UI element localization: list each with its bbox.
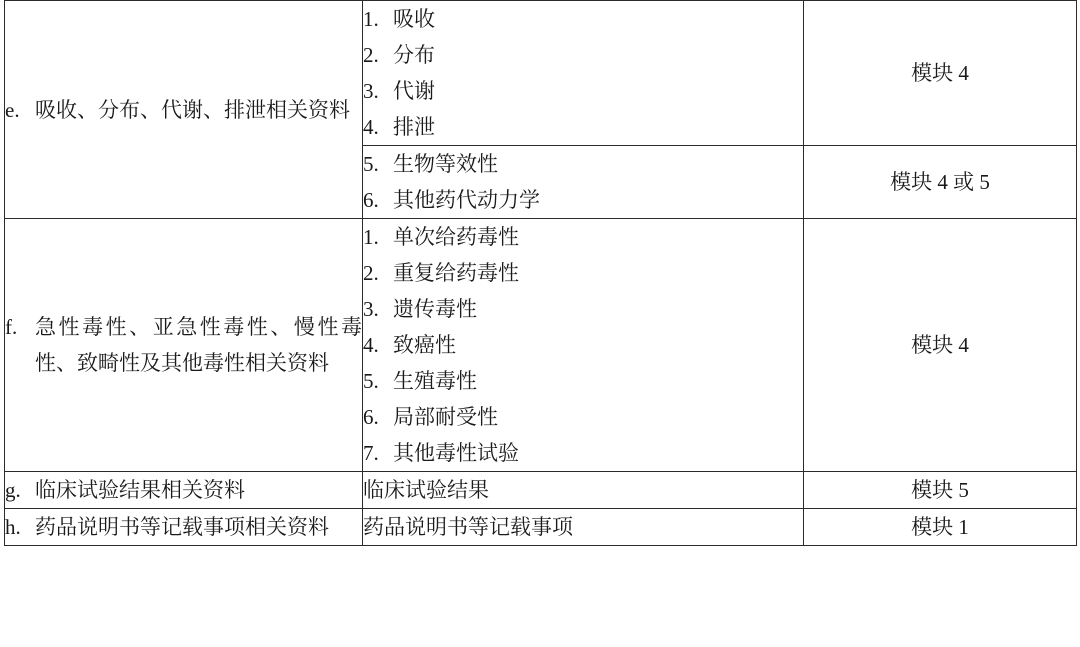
list-item-text: 排泄	[393, 115, 435, 139]
row-e-group-2-module: 模块 4 或 5	[804, 146, 1077, 219]
list-item	[363, 219, 803, 255]
list-item-number: 6.	[363, 188, 379, 212]
list-item-text: 代谢	[393, 79, 435, 103]
row-f-label: 急性毒性、亚急性毒性、慢性毒性、致畸性及其他毒性相关资料	[35, 315, 362, 375]
requirements-table	[4, 0, 1077, 546]
row-e-group-2-list-cell	[363, 146, 804, 219]
list-item-text: 单次给药毒性	[393, 225, 519, 249]
list-item-number: 7.	[363, 441, 379, 465]
list-item-text: 吸收	[393, 7, 435, 31]
row-g-label-cell	[5, 472, 363, 509]
row-f-label-cell	[5, 219, 363, 472]
list-item-number: 5.	[363, 152, 379, 176]
list-item-text: 重复给药毒性	[393, 261, 519, 285]
list-item	[363, 73, 803, 109]
list-item	[363, 255, 803, 291]
list-item	[363, 1, 803, 37]
row-h-label-cell	[5, 509, 363, 546]
row-g-content: 临床试验结果	[363, 472, 804, 509]
row-f-letter: f.	[5, 315, 18, 339]
list-item	[363, 146, 803, 182]
row-h-content: 药品说明书等记载事项	[363, 509, 804, 546]
row-e-group-1-module: 模块 4	[804, 1, 1077, 146]
table-row	[5, 219, 1077, 472]
row-h-module: 模块 1	[804, 509, 1077, 546]
row-f-list-cell	[363, 219, 804, 472]
list-item	[363, 327, 803, 363]
row-e-label: 吸收、分布、代谢、排泄相关资料	[35, 97, 350, 122]
row-f-list	[363, 219, 803, 471]
list-item-number: 1.	[363, 7, 379, 31]
list-item-number: 6.	[363, 405, 379, 429]
table-row	[5, 509, 1077, 546]
list-item	[363, 363, 803, 399]
row-g-letter: g.	[5, 478, 21, 502]
list-item	[363, 182, 803, 218]
list-item	[363, 109, 803, 145]
list-item-text: 其他药代动力学	[393, 188, 540, 212]
list-item-number: 5.	[363, 369, 379, 393]
list-item-number: 2.	[363, 261, 379, 285]
list-item-text: 局部耐受性	[393, 405, 498, 429]
list-item-text: 其他毒性试验	[393, 441, 519, 465]
row-f-module: 模块 4	[804, 219, 1077, 472]
list-item-number: 4.	[363, 333, 379, 357]
row-h-letter: h.	[5, 515, 21, 539]
list-item-text: 生物等效性	[393, 152, 498, 176]
list-item	[363, 399, 803, 435]
list-item-number: 3.	[363, 79, 379, 103]
row-e-group-1-list	[363, 1, 803, 145]
table-row	[5, 1, 1077, 146]
table-row	[5, 472, 1077, 509]
list-item-text: 分布	[393, 43, 435, 67]
list-item-number: 4.	[363, 115, 379, 139]
row-e-letter: e.	[5, 97, 20, 122]
list-item	[363, 435, 803, 471]
list-item-number: 2.	[363, 43, 379, 67]
row-h-label: 药品说明书等记载事项相关资料	[35, 515, 329, 539]
list-item-number: 1.	[363, 225, 379, 249]
list-item-text: 遗传毒性	[393, 297, 477, 321]
list-item-number: 3.	[363, 297, 379, 321]
row-g-module: 模块 5	[804, 472, 1077, 509]
row-g-label: 临床试验结果相关资料	[35, 478, 245, 502]
row-e-group-2-list	[363, 146, 803, 218]
list-item	[363, 37, 803, 73]
list-item	[363, 291, 803, 327]
row-e-label-cell	[5, 1, 363, 219]
list-item-text: 致癌性	[393, 333, 456, 357]
row-e-group-1-list-cell	[363, 1, 804, 146]
list-item-text: 生殖毒性	[393, 369, 477, 393]
